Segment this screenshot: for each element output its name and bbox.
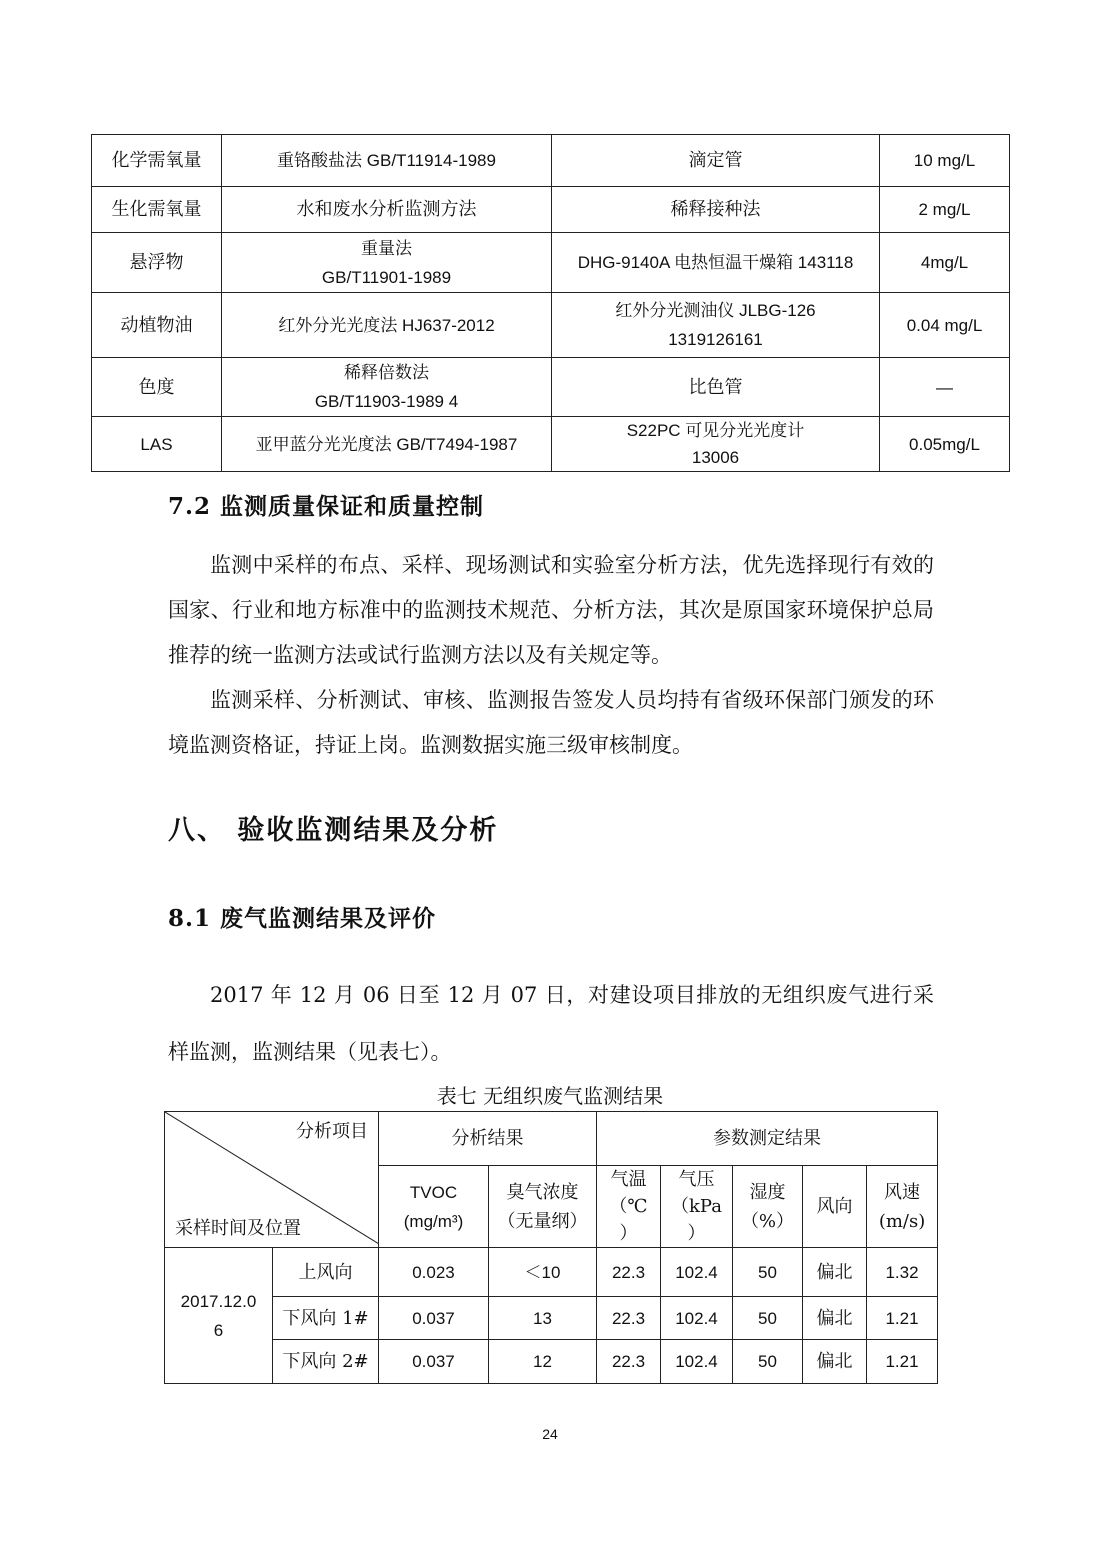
pressure-cell: 102.4	[661, 1340, 733, 1384]
wind-speed-cell: 1.21	[867, 1297, 938, 1340]
table-row	[165, 1248, 938, 1297]
humidity-cell: 50	[733, 1340, 803, 1384]
corner-bottom-label: 采样时间及位置	[175, 1218, 301, 1239]
instrument-cell: 滴定管	[552, 135, 880, 187]
col-header-tvoc: TVOC (mg/m³)	[379, 1166, 489, 1248]
corner-header-cell	[165, 1112, 379, 1248]
method-cell: 红外分光光度法 HJ637-2012	[222, 293, 552, 358]
method-cell: 亚甲蓝分光光度法 GB/T7494-1987	[222, 417, 552, 472]
col-header-wind-speed: 风速 (m/s)	[867, 1166, 938, 1248]
instrument-cell: 稀释接种法	[552, 187, 880, 233]
position-cell: 下风向 1#	[273, 1297, 379, 1340]
pressure-cell: 102.4	[661, 1248, 733, 1297]
humidity-cell: 50	[733, 1248, 803, 1297]
temp-cell: 22.3	[597, 1340, 661, 1384]
date-cell: 2017.12.0 6	[165, 1248, 273, 1384]
col-header-odor: 臭气浓度 （无量纲）	[489, 1166, 597, 1248]
table-row	[92, 135, 1010, 187]
pressure-cell: 102.4	[661, 1297, 733, 1340]
odor-cell: ＜10	[489, 1248, 597, 1297]
limit-cell: 2 mg/L	[880, 187, 1010, 233]
item-cell: 生化需氧量	[92, 187, 222, 233]
item-cell: 悬浮物	[92, 233, 222, 293]
section-heading-7-2: 7.2 监测质量保证和质量控制	[168, 493, 485, 520]
tvoc-cell: 0.023	[379, 1248, 489, 1297]
header-row	[165, 1112, 938, 1166]
table-row	[165, 1297, 938, 1340]
method-cell: 水和废水分析监测方法	[222, 187, 552, 233]
temp-cell: 22.3	[597, 1248, 661, 1297]
limit-cell: 0.05mg/L	[880, 417, 1010, 472]
odor-cell: 13	[489, 1297, 597, 1340]
method-cell: 稀释倍数法 GB/T11903-1989 4	[222, 358, 552, 417]
limit-cell: 0.04 mg/L	[880, 293, 1010, 358]
item-cell: 化学需氧量	[92, 135, 222, 187]
table-row	[92, 233, 1010, 293]
section-heading-8-1: 8.1 废气监测结果及评价	[168, 905, 437, 932]
temp-cell: 22.3	[597, 1297, 661, 1340]
paragraph: 2017 年 12 月 06 日至 12 月 07 日，对建设项目排放的无组织废气进行采样监测，监测结果（见表七）。	[168, 983, 934, 1064]
method-cell: 重铬酸盐法 GB/T11914-1989	[222, 135, 552, 187]
wind-speed-cell: 1.32	[867, 1248, 938, 1297]
wind-dir-cell: 偏北	[803, 1297, 867, 1340]
chapter-heading-8: 八、 验收监测结果及分析	[168, 815, 499, 846]
table-row	[92, 417, 1010, 472]
instrument-cell: 红外分光测油仪 JLBG-126 1319126161	[552, 293, 880, 358]
method-cell: 重量法 GB/T11901-1989	[222, 233, 552, 293]
item-cell: 动植物油	[92, 293, 222, 358]
table-row	[165, 1340, 938, 1384]
position-cell: 上风向	[273, 1248, 379, 1297]
col-header-wind-dir: 风向	[803, 1166, 867, 1248]
table-row	[92, 293, 1010, 358]
group-header-params: 参数测定结果	[597, 1112, 938, 1166]
table-caption: 表七 无组织废气监测结果	[436, 1084, 664, 1108]
item-cell: LAS	[92, 417, 222, 472]
tvoc-cell: 0.037	[379, 1297, 489, 1340]
instrument-cell: 比色管	[552, 358, 880, 417]
instrument-cell: S22PC 可见分光光度计 13006	[552, 417, 880, 472]
col-header-temp: 气温 （℃ ）	[597, 1166, 661, 1248]
page-number: 24	[542, 1426, 558, 1442]
instrument-cell: DHG-9140A 电热恒温干燥箱 143118	[552, 233, 880, 293]
table-row	[92, 187, 1010, 233]
result-table	[164, 1111, 938, 1384]
table-row	[92, 358, 1010, 417]
method-table	[91, 134, 1010, 472]
group-header-analysis: 分析结果	[379, 1112, 597, 1166]
paragraph: 监测采样、分析测试、审核、监测报告签发人员均持有省级环保部门颁发的环境监测资格证，持证上岗。监测数据实施三级审核制度。	[168, 688, 934, 757]
item-cell: 色度	[92, 358, 222, 417]
wind-dir-cell: 偏北	[803, 1248, 867, 1297]
col-header-humidity: 湿度 （%）	[733, 1166, 803, 1248]
tvoc-cell: 0.037	[379, 1340, 489, 1384]
wind-speed-cell: 1.21	[867, 1340, 938, 1384]
limit-cell: —	[880, 358, 1010, 417]
limit-cell: 10 mg/L	[880, 135, 1010, 187]
col-header-pressure: 气压 （kPa ）	[661, 1166, 733, 1248]
limit-cell: 4mg/L	[880, 233, 1010, 293]
humidity-cell: 50	[733, 1297, 803, 1340]
paragraph: 监测中采样的布点、采样、现场测试和实验室分析方法，优先选择现行有效的国家、行业和地方标准中的监测技术规范、分析方法，其次是原国家环境保护总局推荐的统一监测方法或试行监测方法以及有关规定等。	[168, 553, 934, 667]
wind-dir-cell: 偏北	[803, 1340, 867, 1384]
position-cell: 下风向 2#	[273, 1340, 379, 1384]
corner-top-label: 分析项目	[296, 1121, 368, 1142]
odor-cell: 12	[489, 1340, 597, 1384]
